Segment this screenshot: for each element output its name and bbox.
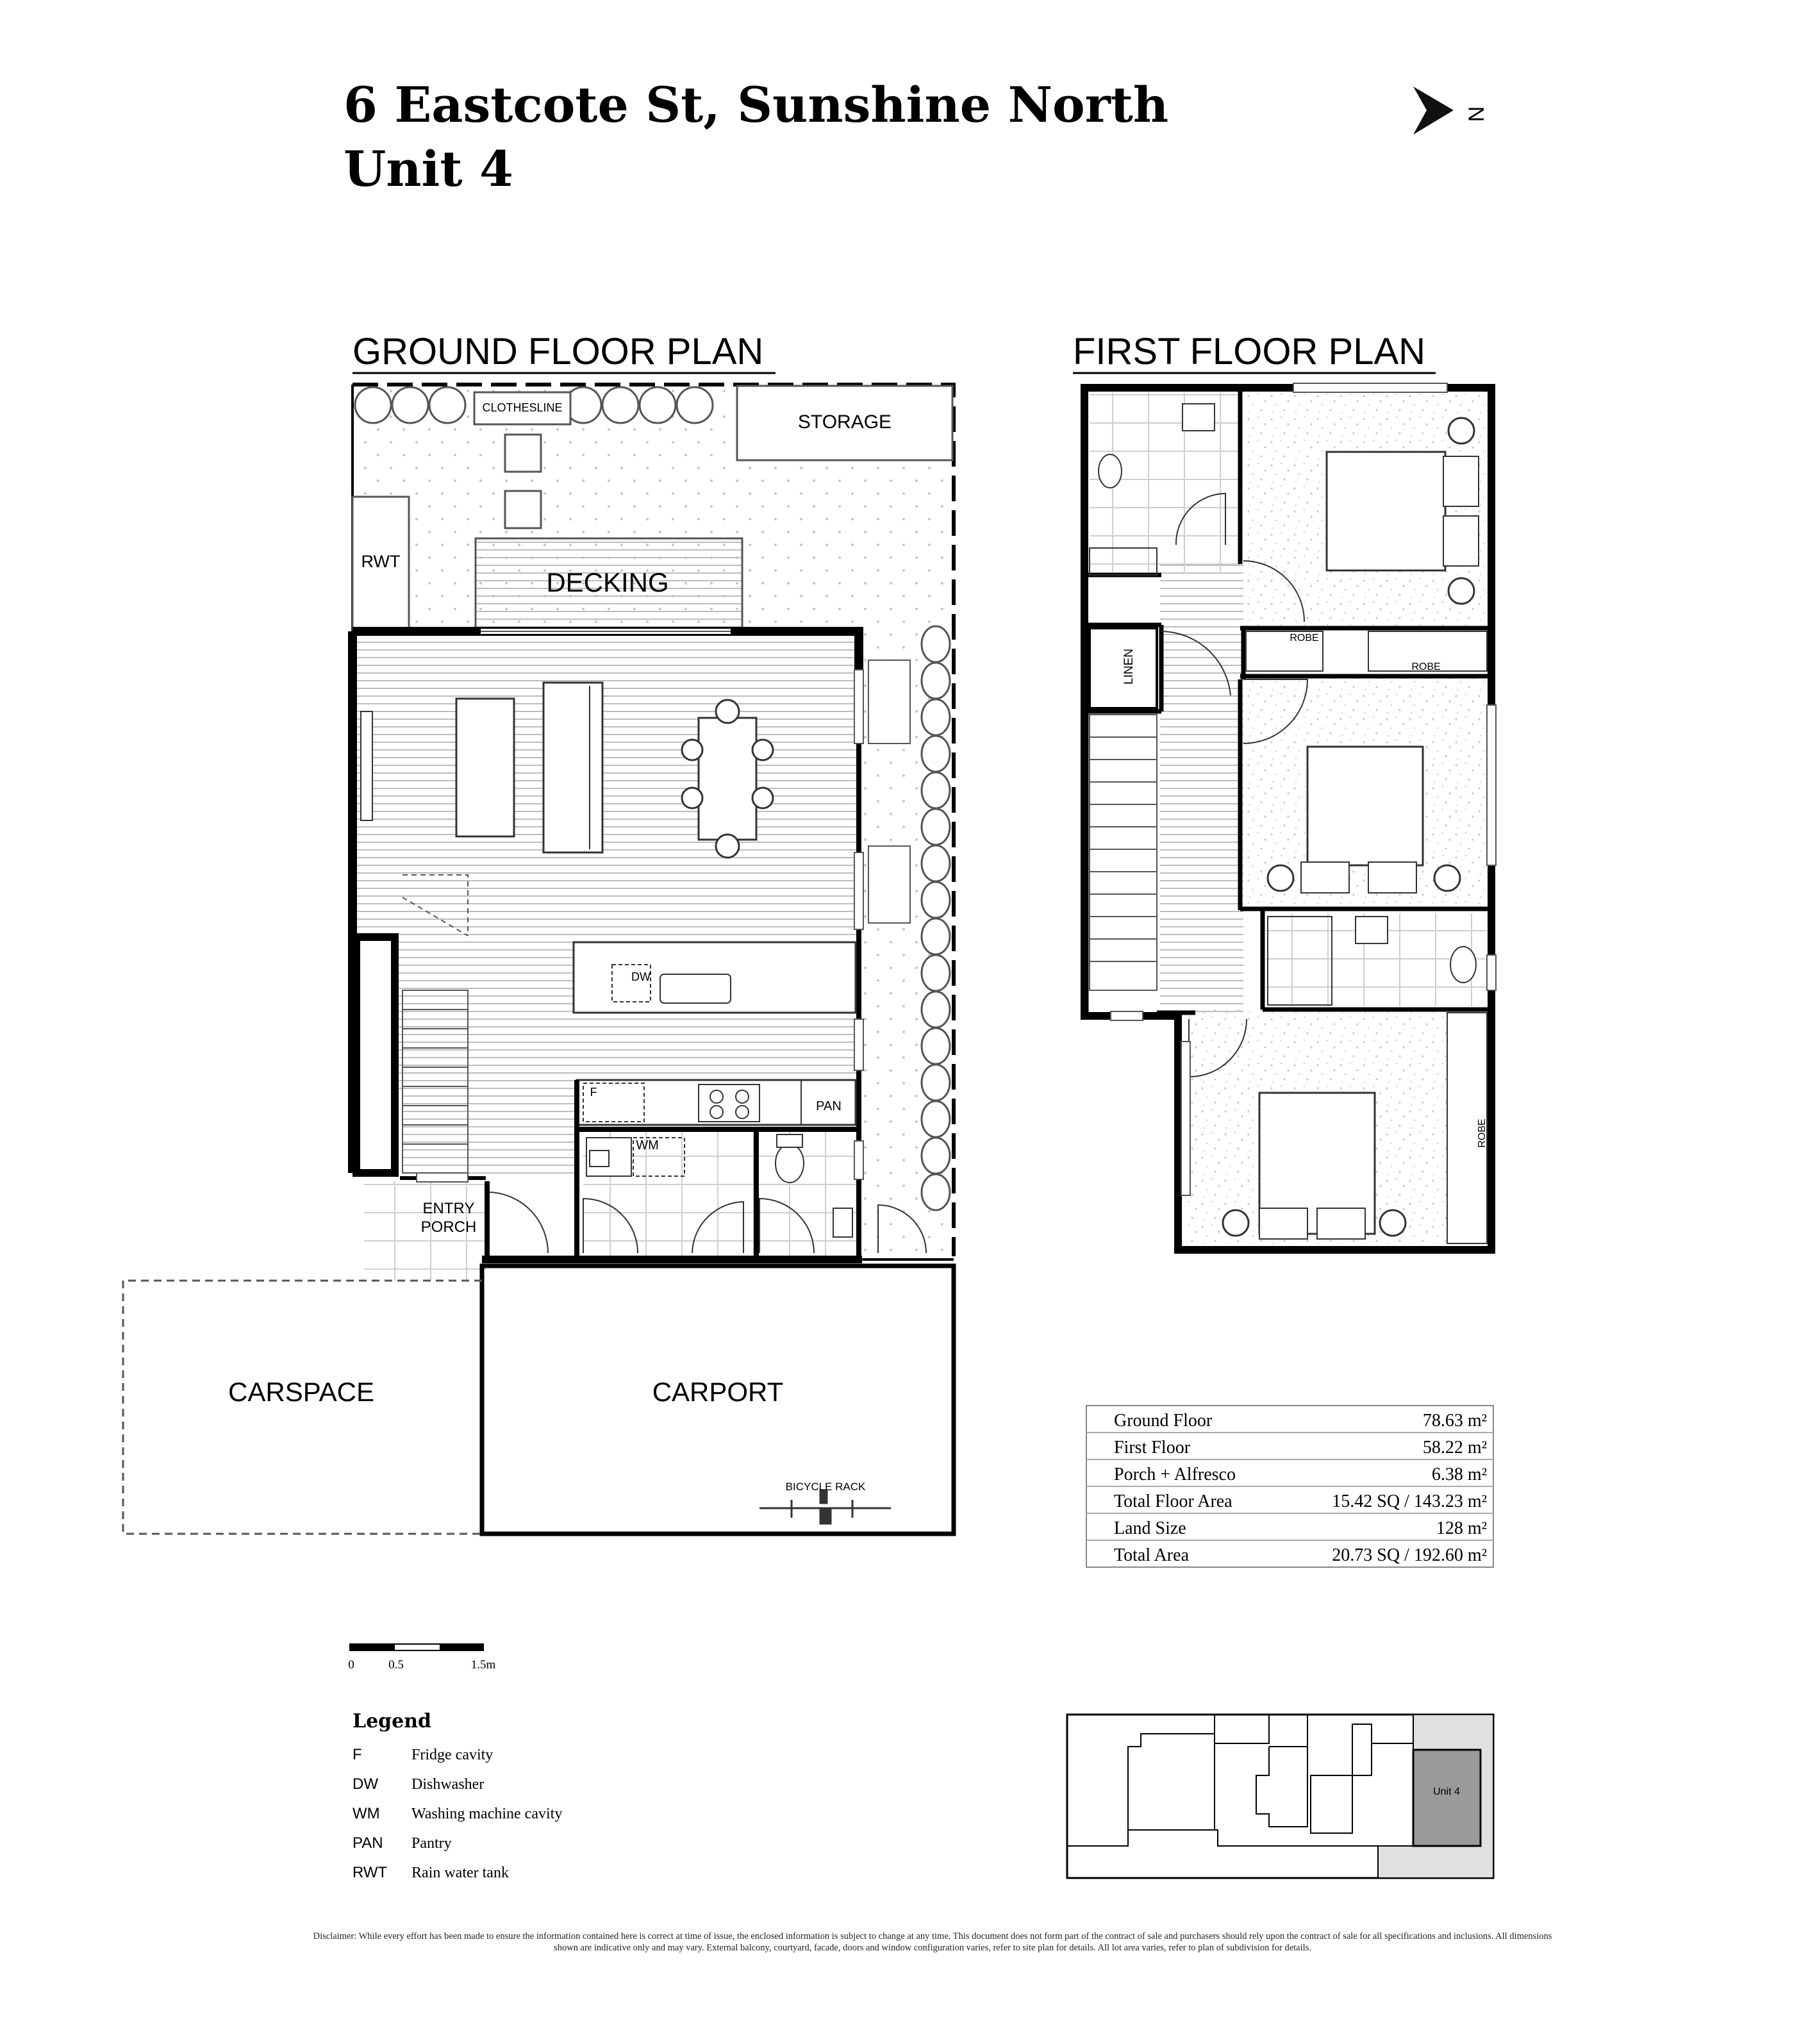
label-f: F <box>590 1086 597 1099</box>
area-value: 58.22 m² <box>1422 1438 1487 1458</box>
area-label: Total Area <box>1114 1545 1189 1565</box>
scale-bar <box>348 1644 495 1672</box>
label-carspace: CARSPACE <box>228 1377 374 1407</box>
area-label: First Floor <box>1114 1438 1191 1458</box>
site-plan <box>1067 1715 1493 1878</box>
legend-text: Washing machine cavity <box>411 1806 563 1822</box>
label-carport: CARPORT <box>652 1377 784 1407</box>
area-table <box>1086 1406 1493 1567</box>
area-value: 20.73 SQ / 192.60 m² <box>1332 1545 1487 1565</box>
legend-text: Fridge cavity <box>411 1747 494 1763</box>
label-robe-3: ROBE <box>1477 1118 1488 1148</box>
property-address: 6 Eastcote St, Sunshine North <box>344 76 1169 133</box>
area-label: Ground Floor <box>1114 1411 1213 1431</box>
area-label: Total Floor Area <box>1114 1491 1232 1511</box>
label-linen: LINEN <box>1122 649 1136 685</box>
label-clothesline: CLOTHESLINE <box>482 401 563 414</box>
legend-code: WM <box>353 1805 380 1822</box>
area-value: 15.42 SQ / 143.23 m² <box>1332 1491 1487 1511</box>
area-label: Porch + Alfresco <box>1114 1465 1236 1484</box>
legend-code: F <box>353 1746 362 1763</box>
label-pan: PAN <box>816 1099 842 1113</box>
area-value: 78.63 m² <box>1422 1411 1487 1431</box>
disclaimer-text: Disclaimer: While every effort has been made to ensure the information contained here is correct at time of issue, the enclosed information is subject to change at any time. This document does not form part of the contract of sale and purchasers should rely upon the contract of sale for all specifications and inclusions. All dimensions shown are indicative only and may vary. External balcony, courtyard, facade, doors and window configuration varies, refer to site plan for details. All lot area varies, refer to plan of subdivision for details. <box>313 1931 1552 1953</box>
label-rwt: RWT <box>361 552 401 571</box>
label-robe-2: ROBE <box>1411 661 1441 672</box>
unit-title: Unit 4 <box>344 140 513 197</box>
label-bicycle-rack: BICYCLE RACK <box>785 1481 866 1493</box>
legend-code: PAN <box>353 1834 383 1852</box>
first-floor-heading: FIRST FLOOR PLAN <box>1073 331 1426 372</box>
label-wm: WM <box>636 1138 659 1152</box>
label-robe-1: ROBE <box>1290 633 1319 644</box>
scale-label: 0.5 <box>388 1658 404 1672</box>
legend-title: Legend <box>353 1710 432 1732</box>
ground-floor-heading: GROUND FLOOR PLAN <box>353 331 764 372</box>
label-storage: STORAGE <box>797 411 892 433</box>
area-label: Land Size <box>1114 1518 1186 1538</box>
legend-text: Pantry <box>411 1835 452 1852</box>
bicycle-rack-icon <box>759 1490 891 1524</box>
ground-floor-plan <box>123 385 954 1534</box>
legend-text: Dishwasher <box>411 1776 485 1793</box>
label-entry: ENTRY <box>422 1200 475 1217</box>
label-dw: DW <box>631 970 651 983</box>
site-plan-unit-label: Unit 4 <box>1433 1786 1460 1797</box>
legend-code: DW <box>353 1775 378 1793</box>
area-value: 6.38 m² <box>1431 1465 1487 1484</box>
north-arrow-icon <box>1413 87 1454 135</box>
first-floor-plan <box>1084 383 1496 1250</box>
legend-text: Rain water tank <box>411 1865 509 1881</box>
scale-label: 1.5m <box>470 1658 496 1672</box>
label-decking: DECKING <box>546 567 669 597</box>
north-label: N <box>1464 106 1489 122</box>
scale-label: 0 <box>348 1658 354 1672</box>
label-porch: PORCH <box>420 1218 477 1236</box>
legend <box>353 1710 562 1881</box>
legend-code: RWT <box>353 1864 388 1881</box>
area-value: 128 m² <box>1436 1518 1487 1538</box>
